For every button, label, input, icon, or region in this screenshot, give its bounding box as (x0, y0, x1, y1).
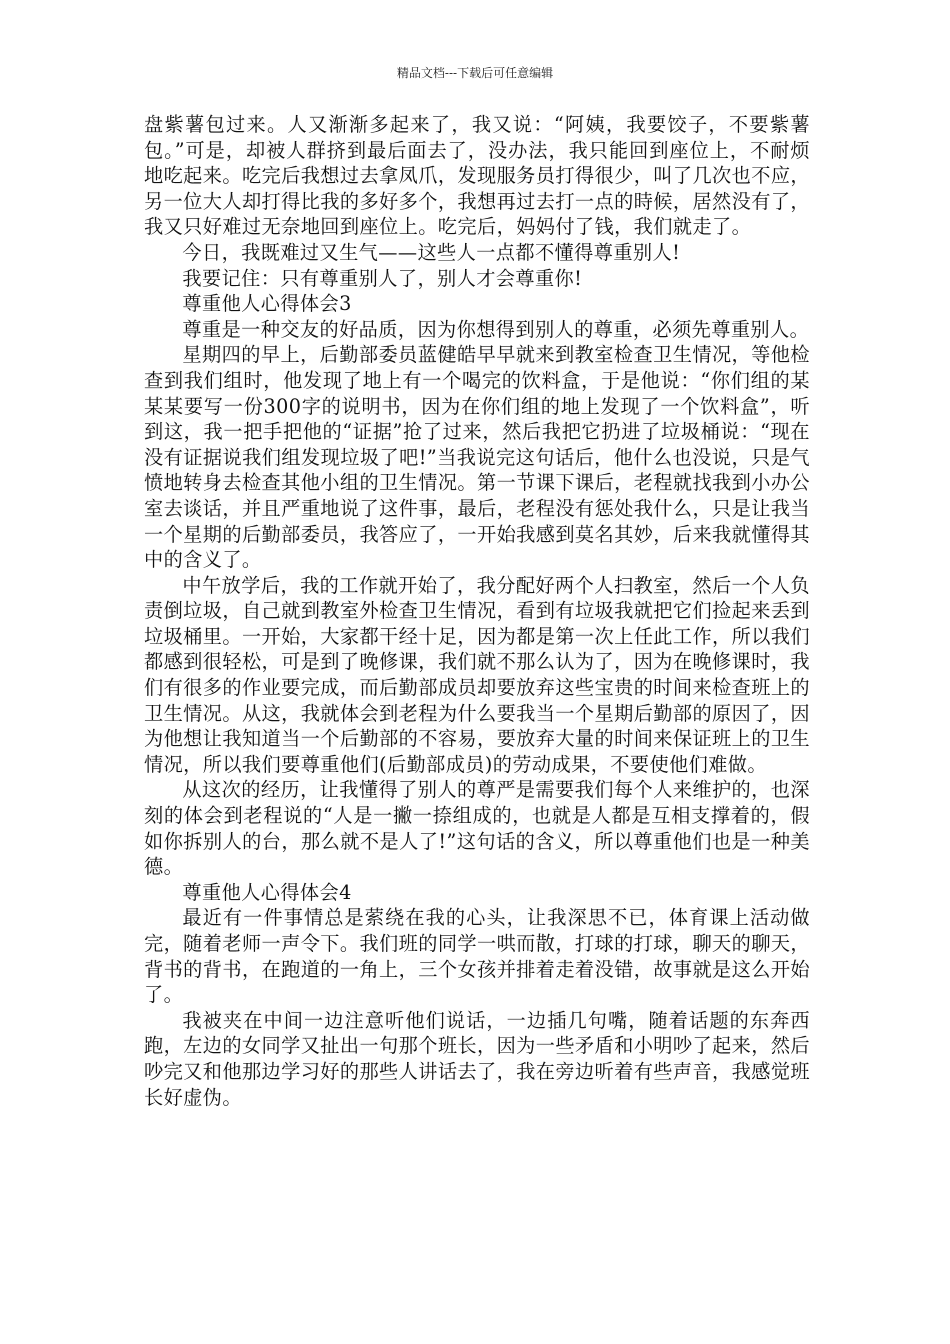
paragraph: 星期四的早上，后勤部委员蓝健皓早早就来到教室检查卫生情况，等他检查到我们组时，他发现了地上有一个喝完的饮料盒，于是他说：“你们组的某某某要写一份300字的说明书，因为在你们组的地上发现了一个饮料盒”，听到这，我一把手把他的“证据”抢了过来，然后我把它扔进了垃圾桶说：“现在没有证据说我们组发现垃圾了吧!”当我说完这句话后，他什么也没说，只是气愤地转身去检查其他小组的卫生情况。第一节课下课后，老程就找我到小办公室去谈话，并且严重地说了这件事，最后，老程没有惩处我什么，只是让我当一个星期的后勤部委员，我答应了，一开始我感到莫名其妙，后来我就懂得其中的含义了。 (144, 343, 810, 572)
section-heading: 尊重他人心得体会4 (182, 880, 352, 904)
paragraph: 尊重是一种交友的好品质，因为你想得到别人的尊重，必须先尊重别人。 (182, 317, 810, 341)
section-heading: 尊重他人心得体会3 (182, 292, 352, 316)
paragraph: 我被夹在中间一边注意听他们说话，一边插几句嘴，随着话题的东奔西跑，左边的女同学又扯出一句那个班长，因为一些矛盾和小明吵了起来，然后吵完又和他那边学习好的那些人讲话去了，我在旁边听着有些声音，我感觉班长好虚伪。 (144, 1008, 810, 1109)
document-body (144, 112, 810, 1110)
paragraph: 今日，我既难过又生气——这些人一点都不懂得尊重别人! (182, 240, 681, 264)
paragraph: 中午放学后，我的工作就开始了，我分配好两个人扫教室，然后一个人负责倒垃圾，自己就到教室外检查卫生情况，看到有垃圾我就把它们捡起来丢到垃圾桶里。一开始，大家都干经十足，因为都是第一次上任此工作，所以我们都感到很轻松，可是到了晚修课，我们就不那么认为了，因为在晚修课时，我们有很多的作业要完成，而后勤部成员却要放弃这些宝贵的时间来检查班上的卫生情况。从这，我就体会到老程为什么要我当一个星期后勤部的原因了，因为他想让我知道当一个后勤部的不容易，要放弃大量的时间来保证班上的卫生情况，所以我们要尊重他们(后勤部成员)的劳动成果，不要使他们难做。 (144, 573, 810, 776)
paragraph: 盘紫薯包过来。人又渐渐多起来了，我又说：“阿姨，我要饺子，不要紫薯包。”可是，却被人群挤到最后面去了，没办法，我只能回到座位上，不耐烦地吃起来。吃完后我想过去拿凤爪，发现服务员打得很少，叫了几次也不应，另一位大人却打得比我的多好多个，我想再过去打一点的時候，居然没有了，我又只好难过无奈地回到座位上。吃完后，妈妈付了钱，我们就走了。 (144, 113, 810, 239)
paragraph: 最近有一件事情总是萦绕在我的心头，让我深思不已，体育课上活动做完，随着老师一声令下。我们班的同学一哄而散，打球的打球，聊天的聊天，背书的背书，在跑道的一角上，三个女孩并排着走着没错，故事就是这么开始了。 (144, 906, 810, 1007)
paragraph: 从这次的经历，让我懂得了别人的尊严是需要我们每个人来维护的，也深刻的体会到老程说的“人是一撇一捺组成的，也就是人都是互相支撑着的，假如你拆别人的台，那么就不是人了!”这句话的含义，所以尊重他们也是一种美德。 (144, 778, 810, 879)
page-header: 精品文档---下载后可任意编辑 (396, 66, 554, 80)
paragraph: 我要记住：只有尊重别人了，别人才会尊重你! (182, 266, 583, 290)
